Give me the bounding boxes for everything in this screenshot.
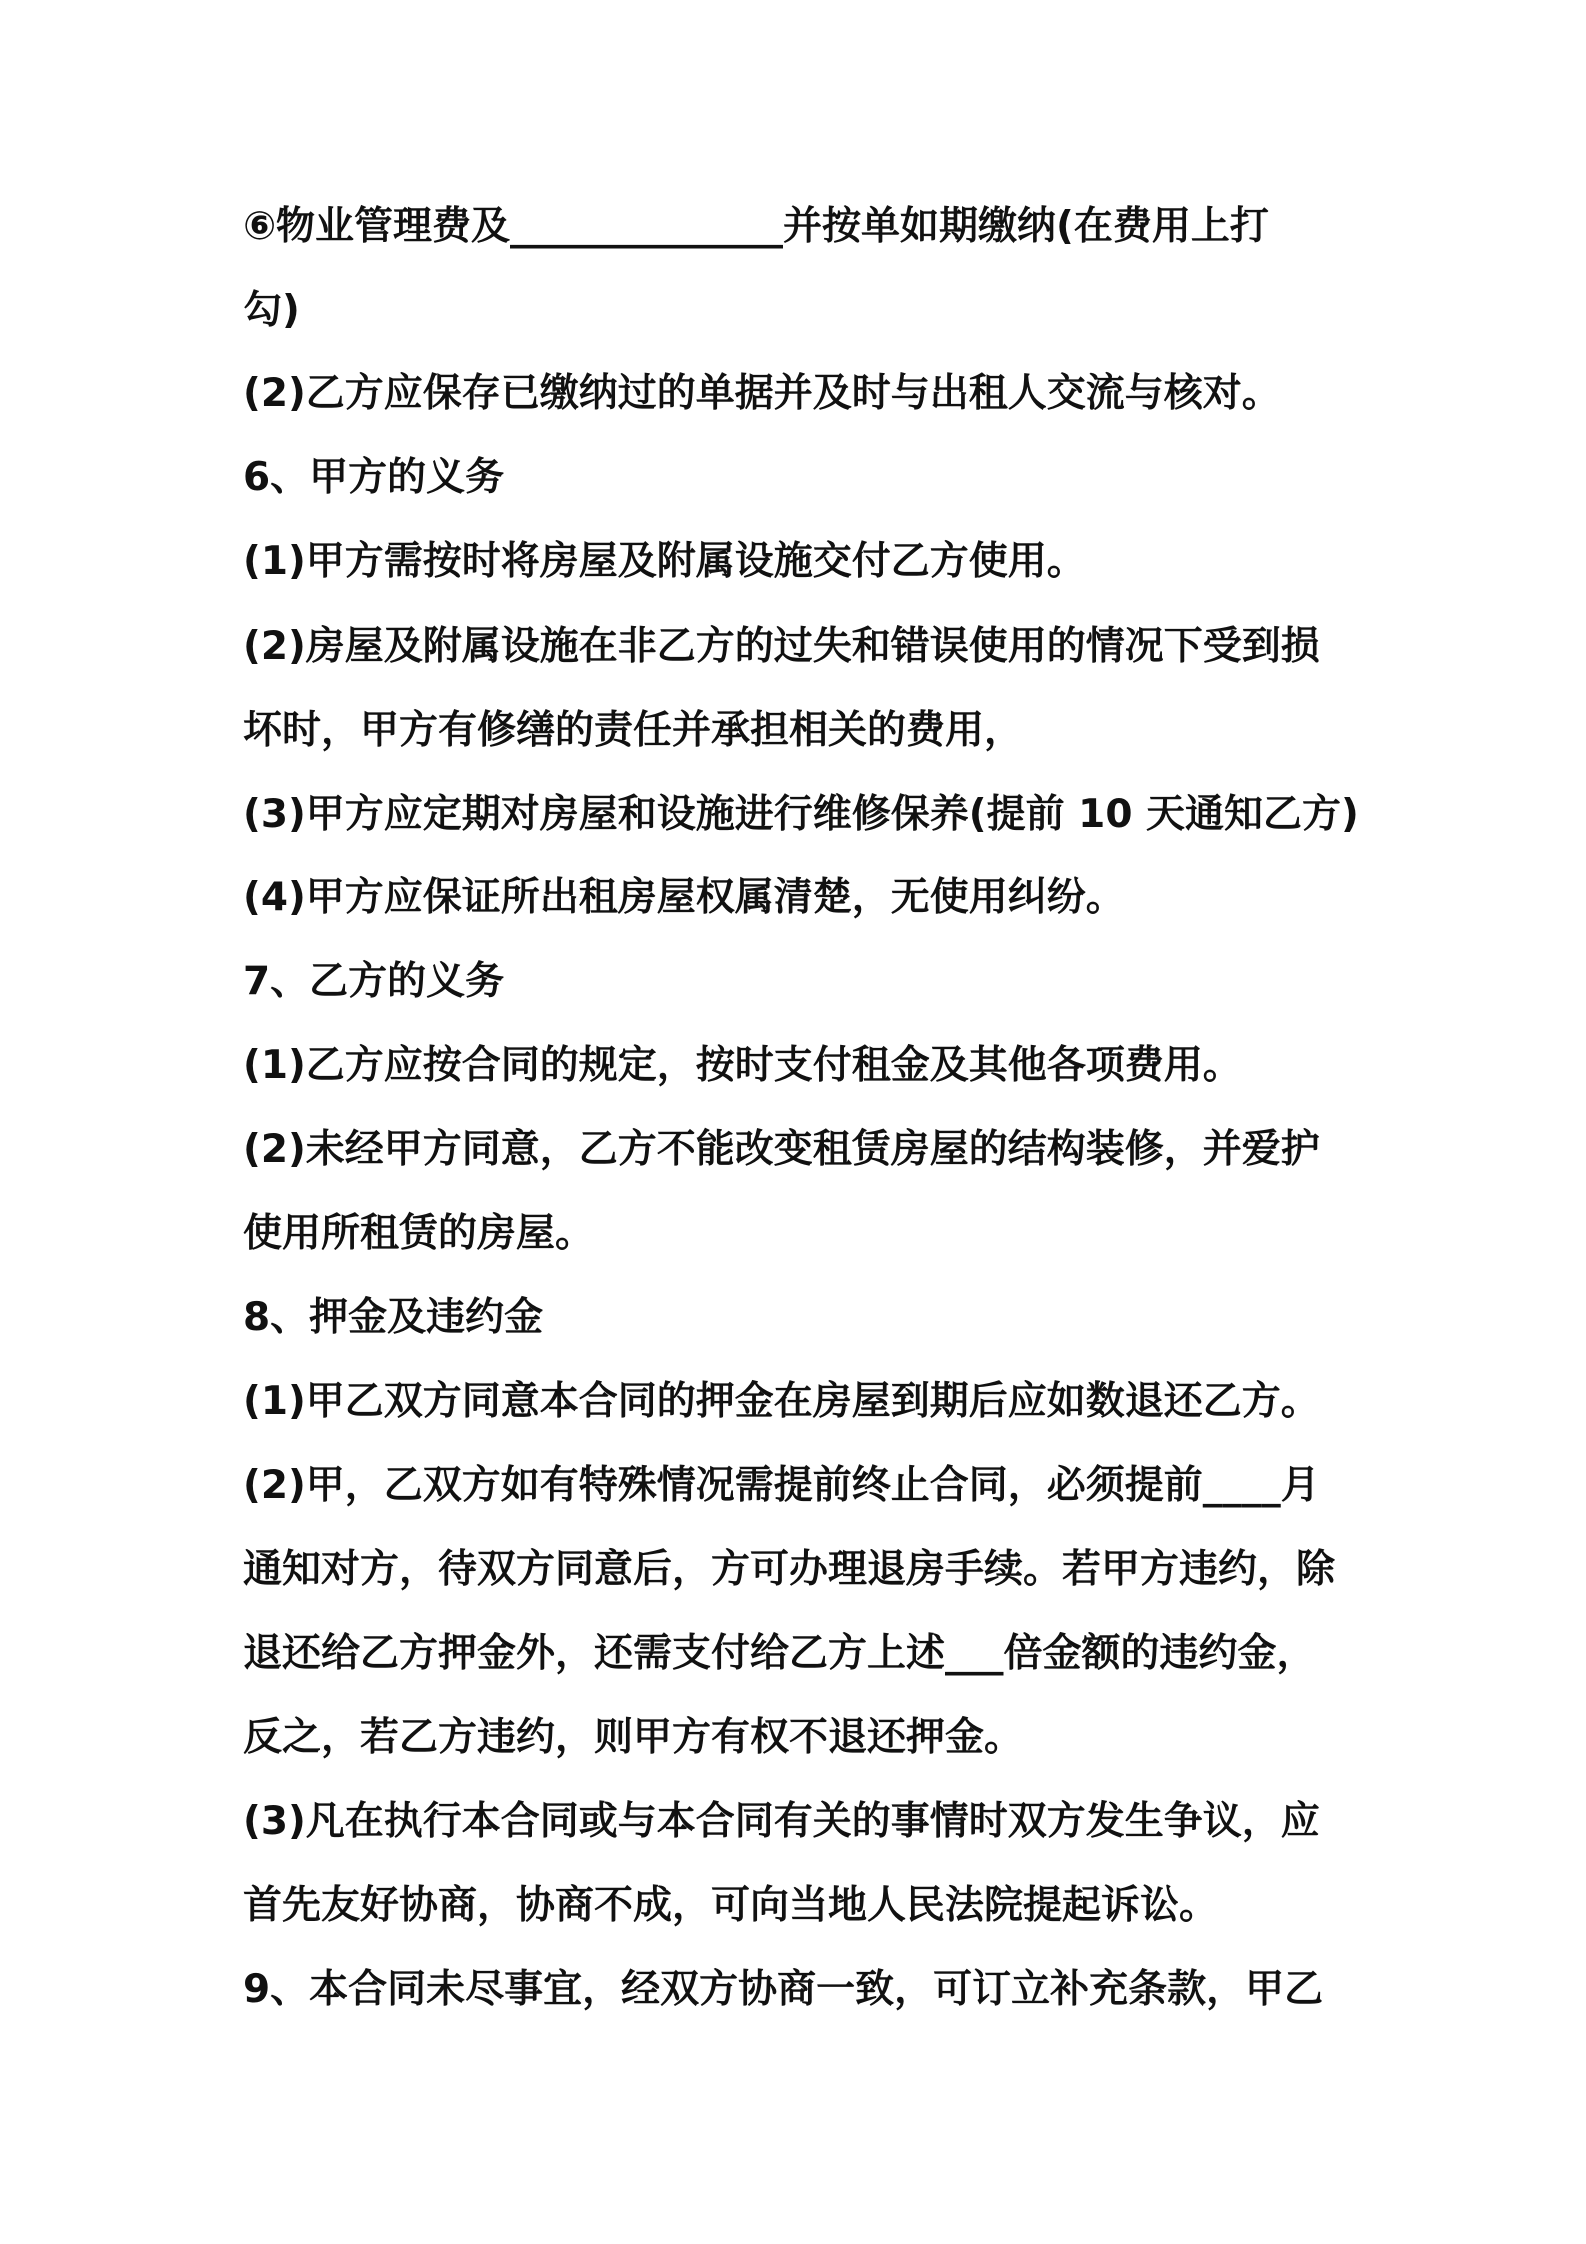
text-line: (1)乙方应按合同的规定，按时支付租金及其他各项费用。 [243, 1043, 1242, 1088]
text-line: ⑥物业管理费及______________并按单如期缴纳(在费用上打 [243, 204, 1269, 249]
text-line: 坏时，甲方有修缮的责任并承担相关的费用， [243, 708, 1024, 753]
text-line: (2)未经甲方同意，乙方不能改变租赁房屋的结构装修，并爱护 [243, 1127, 1320, 1172]
text-line: (3)凡在执行本合同或与本合同有关的事情时双方发生争议，应 [243, 1799, 1320, 1844]
section-heading: 7、乙方的义务 [243, 959, 505, 1004]
text-line: (2)乙方应保存已缴纳过的单据并及时与出租人交流与核对。 [243, 371, 1281, 416]
text-line: (4)甲方应保证所出租房屋权属清楚，无使用纠纷。 [243, 875, 1125, 920]
text-line: 勾) [243, 288, 300, 333]
section-heading: 8、押金及违约金 [243, 1295, 544, 1340]
text-line: 9、本合同未尽事宜，经双方协商一致，可订立补充条款，甲乙 [243, 1967, 1324, 2012]
text-line: 使用所租赁的房屋。 [243, 1211, 595, 1256]
text-line: 通知对方，待双方同意后，方可办理退房手续。若甲方违约，除 [243, 1547, 1336, 1592]
text-line: 首先友好协商，协商不成，可向当地人民法院提起诉讼。 [243, 1883, 1219, 1928]
text-line: 反之，若乙方违约，则甲方有权不退还押金。 [243, 1715, 1024, 1760]
text-line: (1)甲乙双方同意本合同的押金在房屋到期后应如数退还乙方。 [243, 1379, 1320, 1424]
section-heading: 6、甲方的义务 [243, 455, 505, 500]
text-line: (2)甲，乙双方如有特殊情况需提前终止合同，必须提前____月 [243, 1463, 1320, 1508]
text-line: (2)房屋及附属设施在非乙方的过失和错误使用的情况下受到损 [243, 624, 1320, 669]
text-line: (1)甲方需按时将房屋及附属设施交付乙方使用。 [243, 539, 1086, 584]
text-line: (3)甲方应定期对房屋和设施进行维修保养(提前 10 天通知乙方) [243, 792, 1359, 837]
text-line: 退还给乙方押金外，还需支付给乙方上述___倍金额的违约金， [243, 1631, 1316, 1676]
